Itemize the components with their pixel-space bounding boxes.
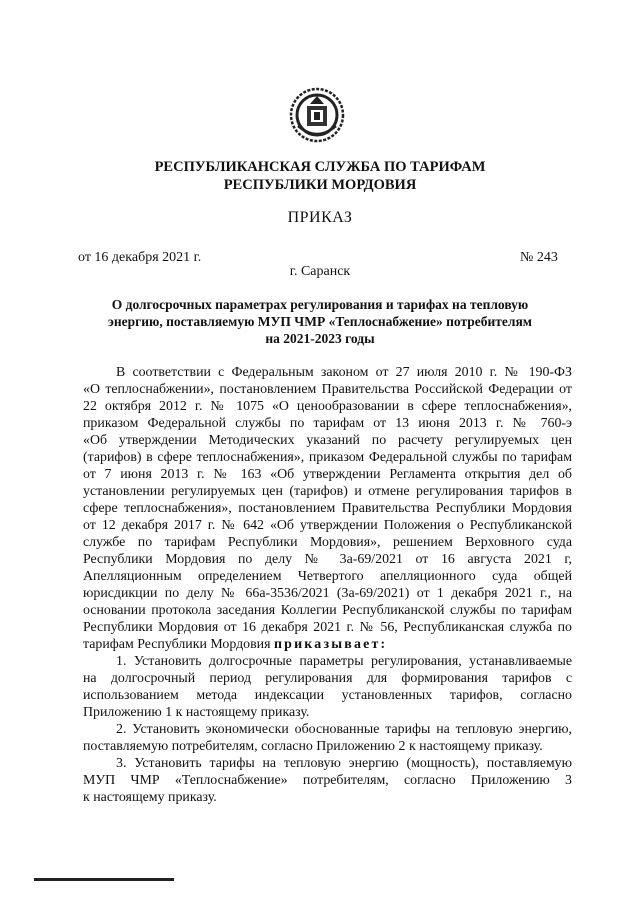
preamble-line: от 7 июня 2013 г. № 163 «Об утверждении Регламента открытия дел об — [83, 467, 572, 482]
preamble-line: сфере теплоснабжения», постановлением Правительства Республики Мордовия — [83, 501, 572, 516]
preamble-line: «О теплоснабжении», постановлением Правительства Российской Федерации от — [83, 382, 572, 397]
item-2-line: 2. Установить экономически обоснованные тарифы на тепловую энергию, — [116, 722, 572, 737]
order-number: № 243 — [520, 250, 558, 265]
order-date: от 16 декабря 2021 г. — [78, 250, 202, 265]
preamble-line: основании протокола заседания Коллегии Республиканской службы по тарифам — [83, 603, 572, 618]
order-city: г. Саранск — [289, 264, 351, 279]
item-3-line: к настоящему приказу. — [83, 790, 217, 805]
preamble-last-text: тарифам Республики Мордовия — [83, 637, 271, 652]
preamble-line: приказом Федеральной службы по тарифам от 13 июня 2013 г. № 760-э — [83, 416, 572, 431]
preamble-line: службе по тарифам Республики Мордовия», решением Верховного суда — [83, 535, 572, 550]
preamble-line: (тарифов) в сфере теплоснабжения», приказом Федеральной службы по тарифам — [83, 450, 572, 465]
item-1-line: 1. Установить долгосрочные параметры регулирования, устанавливаемые — [116, 654, 572, 669]
item-1-line: Приложению 1 к настоящему приказу. — [83, 705, 310, 720]
coat-of-arms-icon — [288, 86, 346, 144]
agency-name-line1: РЕСПУБЛИКАНСКАЯ СЛУЖБА ПО ТАРИФАМ — [154, 159, 486, 175]
item-2-line: поставляемую потребителям, согласно Приложению 2 к настоящему приказу. — [83, 739, 543, 754]
orders-word: приказывает: — [273, 637, 388, 652]
preamble-line: «Об утверждении Методических указаний по расчету регулируемых цен — [83, 433, 572, 448]
document-type: ПРИКАЗ — [287, 209, 353, 226]
preamble-last-line — [83, 636, 572, 653]
item-3-line: 3. Установить тарифы на тепловую энергию (мощность), поставляемую — [116, 756, 572, 771]
item-1-line: на долгосрочный период регулирования для формирования тарифов с — [83, 671, 572, 686]
preamble-line: установлении регулируемых цен (тарифов) и отмене регулирования тарифов в — [83, 484, 572, 499]
subject-line: энергию, поставляемую МУП ЧМР «Теплоснабжение» потребителям — [108, 314, 532, 329]
item-1-line: использованием метода индексации установленных тарифов, согласно — [83, 688, 572, 703]
item-3-line: МУП ЧМР «Теплоснабжение» потребителям, согласно Приложению 3 — [83, 773, 572, 788]
preamble-line: от 12 декабря 2017 г. № 642 «Об утверждении Положения о Республиканской — [83, 518, 572, 533]
preamble-line: юрисдикции по делу № 66а-3536/2021 (3а-69/2021) от 1 декабря 2021 г., на — [83, 586, 572, 601]
preamble-line: Республики Мордовия от 16 декабря 2021 г. № 56, Республиканская служба по — [83, 620, 572, 635]
footer-rule — [34, 878, 174, 881]
preamble-line: Республики Мордовия по делу № 3а-69/2021 от 16 августа 2021 г, — [83, 552, 572, 567]
agency-name-line2: РЕСПУБЛИКИ МОРДОВИЯ — [223, 177, 417, 193]
preamble-line: В соответствии с Федеральным законом от 27 июля 2010 г. № 190-ФЗ — [116, 365, 572, 380]
preamble-line: 22 октября 2012 г. № 1075 «О ценообразовании в сфере теплоснабжения», — [83, 399, 572, 414]
subject-line: на 2021-2023 годы — [265, 331, 375, 346]
subject-line: О долгосрочных параметрах регулирования и тарифах на тепловую — [111, 297, 529, 312]
preamble-line: Апелляционным определением Четвертого апелляционного суда общей — [83, 569, 572, 584]
